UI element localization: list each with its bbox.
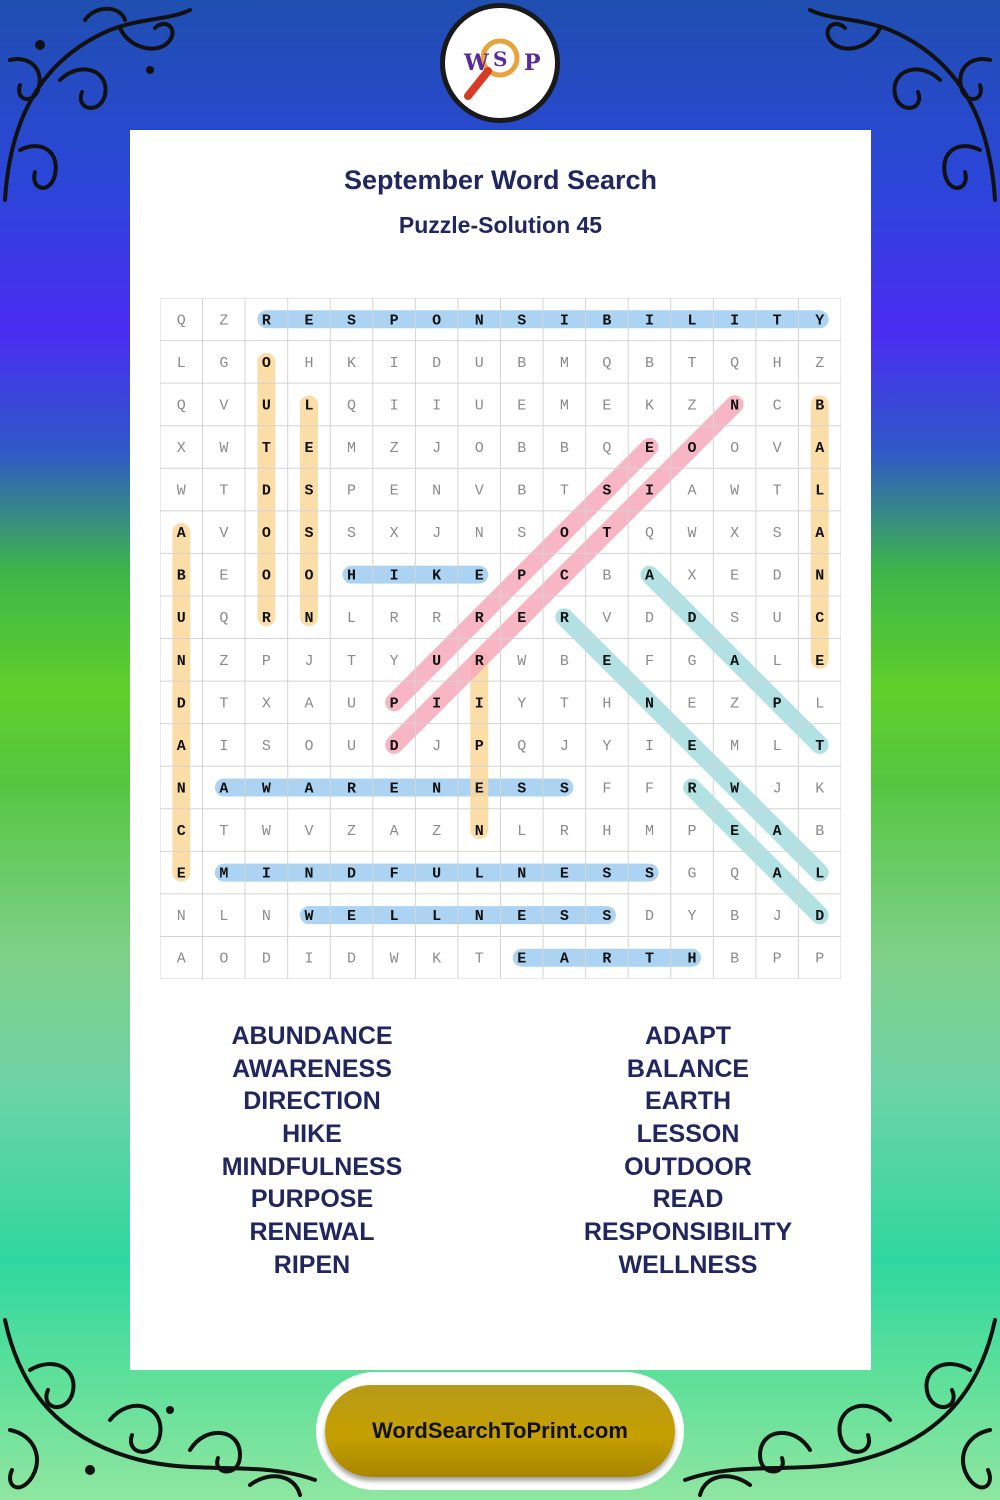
- grid-letter: V: [602, 610, 612, 628]
- grid-letter: X: [261, 695, 271, 713]
- grid-letter: K: [347, 354, 357, 372]
- word-list-item: HIKE: [282, 1120, 342, 1149]
- grid-letter: Y: [389, 652, 399, 670]
- grid-letter: D: [687, 610, 697, 628]
- grid-letter: S: [347, 312, 357, 330]
- grid-letter: T: [559, 695, 569, 713]
- grid-letter: L: [815, 865, 825, 883]
- grid-letter: T: [219, 823, 229, 841]
- grid-letter: Z: [389, 439, 399, 457]
- grid-letter: W: [219, 439, 229, 457]
- grid-letter: Y: [517, 695, 527, 713]
- word-list-item: ADAPT: [644, 1022, 732, 1050]
- grid-letter: P: [261, 652, 271, 670]
- grid-letter: I: [304, 950, 314, 968]
- grid-letter: S: [772, 525, 782, 543]
- grid-letter: D: [815, 908, 825, 926]
- grid-letter: E: [602, 652, 612, 670]
- grid-letter: U: [772, 610, 782, 628]
- grid-letter: D: [261, 950, 271, 968]
- logo-letter-w: W: [464, 50, 489, 76]
- grid-letter: O: [219, 950, 229, 968]
- grid-letter: O: [559, 525, 569, 543]
- grid-letter: E: [730, 823, 740, 841]
- grid-letter: I: [261, 865, 271, 883]
- grid-letter: E: [474, 780, 484, 798]
- grid-letter: U: [474, 397, 484, 415]
- grid-letter: B: [176, 567, 186, 585]
- word-list-item: READ: [652, 1185, 724, 1214]
- grid-letter: Q: [347, 397, 357, 415]
- grid-letter: J: [559, 737, 569, 755]
- grid-letter: D: [644, 908, 654, 926]
- grid-letter: R: [474, 610, 484, 628]
- grid-letter: L: [687, 312, 697, 330]
- grid-letter: I: [730, 312, 740, 330]
- grid-letter: C: [176, 823, 186, 841]
- grid-letter: A: [559, 950, 569, 968]
- word-search-grid: [160, 298, 841, 979]
- grid-letter: O: [261, 567, 271, 585]
- grid-letter: O: [432, 312, 442, 330]
- grid-letter: R: [389, 610, 399, 628]
- grid-letter: R: [687, 780, 697, 798]
- grid-letter: N: [474, 823, 484, 841]
- grid-letter: R: [432, 610, 442, 628]
- grid-letter: S: [602, 865, 612, 883]
- grid-letter: I: [644, 482, 654, 500]
- puzzle-sheet: [130, 130, 871, 1370]
- grid-letter: D: [432, 354, 442, 372]
- grid-letter: P: [347, 482, 357, 500]
- grid-letter: S: [559, 908, 569, 926]
- grid-letter: F: [389, 865, 399, 883]
- grid-letter: B: [517, 482, 527, 500]
- grid-letter: G: [687, 652, 697, 670]
- grid-letter: M: [644, 823, 654, 841]
- grid-letter: O: [261, 525, 271, 543]
- grid-letter: I: [644, 737, 654, 755]
- grid-letter: R: [261, 610, 271, 628]
- grid-letter: T: [815, 737, 825, 755]
- grid-letter: X: [687, 567, 697, 585]
- grid-letter: W: [389, 950, 399, 968]
- grid-letter: N: [304, 610, 314, 628]
- grid-letter: J: [432, 737, 442, 755]
- grid-letter: I: [389, 354, 399, 372]
- word-list-item: RENEWAL: [249, 1218, 375, 1247]
- grid-letter: S: [602, 482, 612, 500]
- grid-letter: B: [602, 312, 612, 330]
- grid-letter: X: [389, 525, 399, 543]
- grid-letter: A: [176, 737, 186, 755]
- grid-letter: T: [687, 354, 697, 372]
- grid-letter: J: [772, 908, 782, 926]
- grid-letter: A: [304, 780, 314, 798]
- grid-letter: A: [389, 823, 399, 841]
- grid-letter: B: [559, 439, 569, 457]
- grid-letter: L: [347, 610, 357, 628]
- grid-letter: E: [517, 397, 527, 415]
- grid-letter: Q: [730, 865, 740, 883]
- grid-letter: Q: [176, 397, 186, 415]
- grid-letter: P: [389, 695, 399, 713]
- grid-letter: I: [219, 737, 229, 755]
- word-list-item: RIPEN: [273, 1250, 351, 1279]
- grid-letter: S: [304, 525, 314, 543]
- word-list-item: OUTDOOR: [624, 1152, 752, 1181]
- grid-letter: E: [517, 610, 527, 628]
- grid-letter: H: [772, 354, 782, 372]
- grid-letter: N: [474, 908, 484, 926]
- word-list-item: AWARENESS: [232, 1054, 392, 1083]
- grid-letter: B: [815, 397, 825, 415]
- grid-letter: E: [389, 780, 399, 798]
- grid-letter: E: [347, 908, 357, 926]
- grid-letter: E: [304, 312, 314, 330]
- grid-letter: T: [559, 482, 569, 500]
- grid-letter: D: [644, 610, 654, 628]
- grid-letter: R: [559, 823, 569, 841]
- grid-letter: O: [304, 737, 314, 755]
- grid-letter: E: [176, 865, 186, 883]
- grid-letter: R: [347, 780, 357, 798]
- grid-letter: S: [517, 780, 527, 798]
- page-title: September Word Search: [343, 165, 658, 195]
- grid-letter: N: [815, 567, 825, 585]
- grid-letter: B: [815, 823, 825, 841]
- grid-letter: B: [730, 950, 740, 968]
- grid-letter: I: [389, 397, 399, 415]
- grid-letter: D: [772, 567, 782, 585]
- grid-letter: A: [815, 439, 825, 457]
- grid-letter: N: [474, 525, 484, 543]
- grid-letter: T: [772, 312, 782, 330]
- grid-letter: X: [730, 525, 740, 543]
- grid-letter: J: [304, 652, 314, 670]
- grid-letter: E: [730, 567, 740, 585]
- grid-letter: R: [559, 610, 569, 628]
- grid-letter: R: [474, 652, 484, 670]
- grid-letter: H: [602, 823, 612, 841]
- grid-letter: O: [304, 567, 314, 585]
- grid-letter: U: [261, 397, 271, 415]
- grid-letter: O: [687, 439, 697, 457]
- grid-letter: S: [644, 865, 654, 883]
- grid-letter: L: [517, 823, 527, 841]
- grid-letter: P: [772, 950, 782, 968]
- grid-letter: P: [389, 312, 399, 330]
- grid-letter: S: [261, 737, 271, 755]
- grid-letter: L: [304, 397, 314, 415]
- grid-letter: L: [176, 354, 186, 372]
- grid-letter: G: [687, 865, 697, 883]
- grid-letter: A: [304, 695, 314, 713]
- grid-letter: M: [730, 737, 740, 755]
- grid-letter: Z: [219, 652, 229, 670]
- grid-letter: K: [644, 397, 654, 415]
- grid-letter: D: [347, 950, 357, 968]
- grid-letter: P: [474, 737, 484, 755]
- grid-letter: S: [304, 482, 314, 500]
- grid-letter: B: [559, 652, 569, 670]
- word-list-left: [162, 1020, 462, 1282]
- word-list-item: ABUNDANCE: [231, 1022, 393, 1050]
- grid-letter: T: [219, 695, 229, 713]
- grid-letter: K: [432, 950, 442, 968]
- grid-letter: E: [219, 567, 229, 585]
- grid-letter: A: [176, 525, 186, 543]
- grid-letter: W: [730, 482, 740, 500]
- grid-letter: S: [730, 610, 740, 628]
- grid-letter: W: [517, 652, 527, 670]
- grid-letter: E: [517, 908, 527, 926]
- grid-letter: D: [261, 482, 271, 500]
- grid-letter: P: [517, 567, 527, 585]
- grid-letter: Q: [644, 525, 654, 543]
- grid-letter: R: [602, 950, 612, 968]
- grid-letter: M: [559, 397, 569, 415]
- grid-letter: J: [772, 780, 782, 798]
- grid-letter: U: [432, 865, 442, 883]
- grid-letter: V: [304, 823, 314, 841]
- grid-letter: A: [730, 652, 740, 670]
- grid-letter: M: [347, 439, 357, 457]
- grid-letter: U: [176, 610, 186, 628]
- grid-letter: N: [176, 780, 186, 798]
- grid-letter: E: [517, 950, 527, 968]
- grid-letter: N: [474, 312, 484, 330]
- grid-letter: E: [815, 652, 825, 670]
- grid-letter: E: [687, 737, 697, 755]
- grid-letter: Y: [815, 312, 825, 330]
- logo-letter-s: S: [493, 47, 508, 71]
- grid-letter: C: [815, 610, 825, 628]
- grid-letter: H: [304, 354, 314, 372]
- grid-letter: I: [389, 567, 399, 585]
- grid-letter: A: [772, 823, 782, 841]
- grid-letter: Q: [602, 354, 612, 372]
- grid-letter: N: [517, 865, 527, 883]
- word-list-right: [538, 1020, 838, 1282]
- grid-letter: F: [644, 652, 654, 670]
- grid-letter: S: [347, 525, 357, 543]
- grid-letter: I: [644, 312, 654, 330]
- grid-letter: N: [176, 908, 186, 926]
- grid-letter: Y: [687, 908, 697, 926]
- word-list-item: EARTH: [644, 1087, 732, 1116]
- grid-letter: S: [602, 908, 612, 926]
- grid-letter: C: [559, 567, 569, 585]
- grid-letter: E: [304, 439, 314, 457]
- logo-letter-p: P: [524, 50, 541, 76]
- grid-letter: W: [261, 780, 271, 798]
- grid-letter: A: [176, 950, 186, 968]
- grid-letter: S: [559, 780, 569, 798]
- grid-letter: L: [772, 652, 782, 670]
- grid-letter: A: [815, 525, 825, 543]
- grid-letter: S: [517, 312, 527, 330]
- grid-letter: T: [474, 950, 484, 968]
- grid-letter: H: [687, 950, 697, 968]
- grid-letter: E: [687, 695, 697, 713]
- grid-letter: L: [389, 908, 399, 926]
- grid-letter: E: [644, 439, 654, 457]
- grid-letter: M: [219, 865, 229, 883]
- grid-letter: J: [432, 525, 442, 543]
- grid-letter: A: [219, 780, 229, 798]
- grid-letter: B: [730, 908, 740, 926]
- grid-letter: E: [389, 482, 399, 500]
- grid-letter: N: [432, 482, 442, 500]
- grid-letter: E: [474, 567, 484, 585]
- word-list-item: PURPOSE: [250, 1185, 374, 1214]
- grid-letter: K: [432, 567, 442, 585]
- word-list-item: RESPONSIBILITY: [583, 1218, 793, 1247]
- grid-letter: F: [602, 780, 612, 798]
- grid-letter: Q: [730, 354, 740, 372]
- grid-letter: W: [176, 482, 186, 500]
- grid-letter: M: [559, 354, 569, 372]
- grid-letter: E: [602, 397, 612, 415]
- grid-letter: D: [176, 695, 186, 713]
- grid-letter: Q: [176, 312, 186, 330]
- grid-letter: L: [219, 908, 229, 926]
- grid-letter: I: [432, 695, 442, 713]
- grid-letter: R: [261, 312, 271, 330]
- grid-letter: F: [644, 780, 654, 798]
- grid-letter: Z: [219, 312, 229, 330]
- grid-letter: O: [730, 439, 740, 457]
- grid-letter: D: [347, 865, 357, 883]
- grid-letter: I: [559, 312, 569, 330]
- grid-letter: L: [772, 737, 782, 755]
- grid-letter: O: [474, 439, 484, 457]
- grid-letter: I: [474, 695, 484, 713]
- grid-letter: U: [474, 354, 484, 372]
- grid-letter: L: [432, 908, 442, 926]
- grid-letter: N: [432, 780, 442, 798]
- site-logo[interactable]: [438, 0, 562, 128]
- grid-letter: B: [602, 567, 612, 585]
- grid-letter: N: [730, 397, 740, 415]
- grid-letter: O: [261, 354, 271, 372]
- grid-letter: T: [602, 525, 612, 543]
- grid-letter: Z: [432, 823, 442, 841]
- grid-letter: W: [687, 525, 697, 543]
- grid-letter: H: [347, 567, 357, 585]
- grid-letter: C: [772, 397, 782, 415]
- grid-letter: L: [474, 865, 484, 883]
- grid-letter: A: [772, 865, 782, 883]
- grid-letter: Q: [219, 610, 229, 628]
- word-list-item: MINDFULNESS: [221, 1152, 403, 1181]
- page-subtitle: Puzzle-Solution 45: [398, 212, 603, 238]
- grid-letter: Y: [602, 737, 612, 755]
- grid-letter: Z: [347, 823, 357, 841]
- grid-letter: S: [517, 525, 527, 543]
- grid-letter: T: [261, 439, 271, 457]
- grid-letter: Q: [602, 439, 612, 457]
- grid-letter: U: [347, 737, 357, 755]
- grid-letter: K: [815, 780, 825, 798]
- grid-letter: L: [815, 695, 825, 713]
- grid-letter: X: [176, 439, 186, 457]
- grid-letter: D: [389, 737, 399, 755]
- grid-letter: T: [219, 482, 229, 500]
- word-list-item: DIRECTION: [243, 1087, 381, 1116]
- grid-letter: V: [474, 482, 484, 500]
- grid-letter: A: [687, 482, 697, 500]
- grid-letter: W: [730, 780, 740, 798]
- grid-letter: P: [772, 695, 782, 713]
- grid-letter: N: [304, 865, 314, 883]
- word-list-item: BALANCE: [626, 1054, 750, 1083]
- grid-letter: Z: [815, 354, 825, 372]
- grid-letter: T: [644, 950, 654, 968]
- grid-letter: Z: [687, 397, 697, 415]
- grid-letter: I: [432, 397, 442, 415]
- grid-letter: L: [815, 482, 825, 500]
- grid-letter: U: [347, 695, 357, 713]
- grid-letter: N: [644, 695, 654, 713]
- grid-letter: T: [772, 482, 782, 500]
- grid-letter: U: [432, 652, 442, 670]
- grid-letter: G: [219, 354, 229, 372]
- site-link-button[interactable]: WordSearchToPrint.com: [325, 1385, 675, 1477]
- grid-letter: V: [219, 397, 229, 415]
- word-list-item: WELLNESS: [618, 1250, 758, 1279]
- grid-letter: A: [644, 567, 654, 585]
- grid-letter: P: [687, 823, 697, 841]
- grid-letter: E: [559, 865, 569, 883]
- grid-letter: V: [219, 525, 229, 543]
- grid-letter: N: [261, 908, 271, 926]
- grid-letter: B: [517, 439, 527, 457]
- word-list-item: LESSON: [636, 1120, 740, 1149]
- grid-letter: P: [815, 950, 825, 968]
- grid-letter: Q: [517, 737, 527, 755]
- grid-letter: B: [644, 354, 654, 372]
- grid-letter: H: [602, 695, 612, 713]
- grid-letter: Z: [730, 695, 740, 713]
- grid-letter: N: [176, 652, 186, 670]
- grid-letter: V: [772, 439, 782, 457]
- grid-letter: B: [517, 354, 527, 372]
- grid-letter: W: [304, 908, 314, 926]
- grid-letter: W: [261, 823, 271, 841]
- grid-letter: T: [347, 652, 357, 670]
- grid-letter: J: [432, 439, 442, 457]
